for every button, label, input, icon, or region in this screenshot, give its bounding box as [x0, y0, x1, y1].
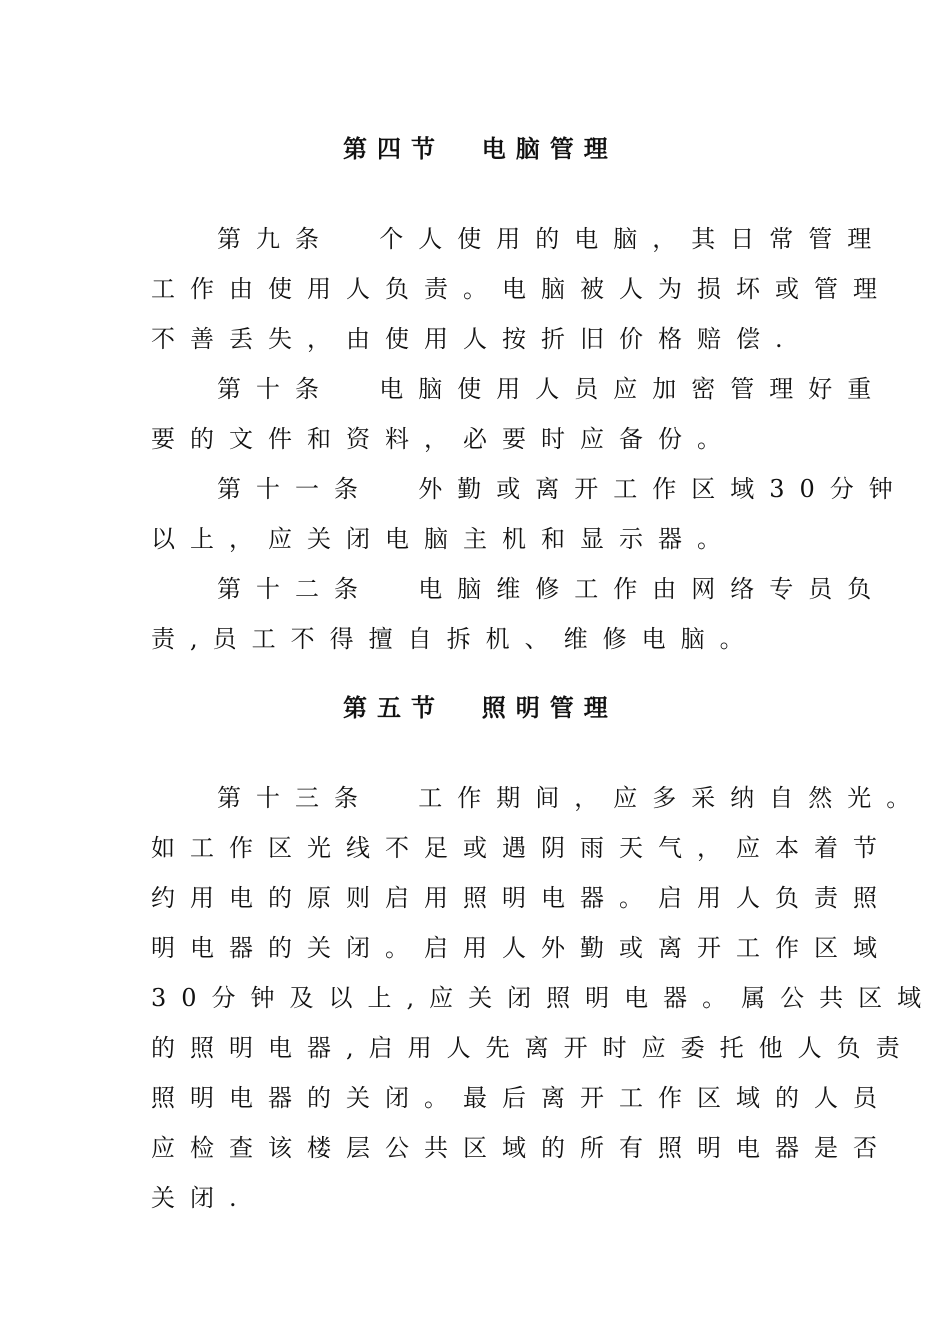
- article-10-line-1: 第十条 电脑使用人员应加密管理好重: [217, 375, 887, 403]
- article-11-line-1: 第十一条 外勤或离开工作区域30分钟: [217, 475, 908, 503]
- article-13-line-8: 应检查该楼层公共区域的所有照明电器是否: [151, 1134, 892, 1162]
- article-13-line-4: 明电器的关闭。启用人外勤或离开工作区域: [151, 934, 892, 962]
- article-12-line-1: 第十二条 电脑维修工作由网络专员负: [217, 575, 887, 603]
- section-heading: 第五节 照明管理: [343, 693, 618, 722]
- section-heading: 第四节 电脑管理: [343, 134, 618, 163]
- article-11-line-2: 以上，应关闭电脑主机和显示器。: [151, 525, 736, 553]
- article-13-line-9: 关闭.: [151, 1184, 252, 1212]
- article-9-line-2: 工作由使用人负责。电脑被人为损坏或管理: [151, 275, 892, 303]
- article-13-line-2: 如工作区光线不足或遇阴雨天气，应本着节: [151, 834, 892, 862]
- article-13-line-1: 第十三条 工作期间，应多采纳自然光。: [217, 784, 926, 812]
- article-13-line-5: 30分钟及以上,应关闭照明电器。属公共区域: [151, 984, 937, 1012]
- article-13-line-7: 照明电器的关闭。最后离开工作区域的人员: [151, 1084, 892, 1112]
- article-9-line-1: 第九条 个人使用的电脑，其日常管理: [217, 225, 887, 253]
- article-9-line-3: 不善丢失，由使用人按折旧价格赔偿.: [151, 325, 798, 353]
- article-13-line-6: 的照明电器,启用人先离开时应委托他人负责: [151, 1034, 915, 1062]
- article-10-line-2: 要的文件和资料，必要时应备份。: [151, 425, 736, 453]
- article-13-line-3: 约用电的原则启用照明电器。启用人负责照: [151, 884, 892, 912]
- article-12-line-2: 责,员工不得擅自拆机、维修电脑。: [151, 625, 759, 653]
